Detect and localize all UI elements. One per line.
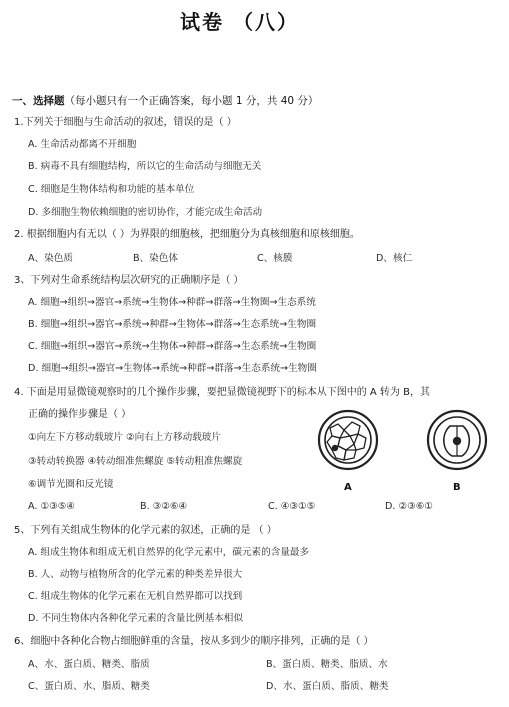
question-4-step-line-1: ①向左下方移动载玻片 ②向右上方移动载玻片 xyxy=(28,432,221,443)
question-1-option-d: D. 多细胞生物依赖细胞的密切协作，才能完成生命活动 xyxy=(28,207,263,218)
question-3-option-d: D. 细胞→组织→器官→生物体→系统→种群→群落→生态系统→生物圈 xyxy=(28,363,317,374)
question-3-stem: 3、下列对生命系统结构层次研究的正确顺序是（ ） xyxy=(14,275,244,286)
question-2-stem: 2. 根据细胞内有无以（ ）为界限的细胞核，把细胞分为真核细胞和原核细胞。 xyxy=(14,229,360,240)
field-of-view-a xyxy=(319,411,377,469)
question-5-option-d: D. 不同生物体内各种化学元素的含量比例基本相似 xyxy=(28,613,243,624)
page-title: 试卷 （八） xyxy=(180,10,299,34)
question-6-option-b: B、蛋白质、糖类、脂质、水 xyxy=(266,659,388,670)
question-2-option-b: B、染色体 xyxy=(133,253,178,264)
section-heading: 一、选择题 xyxy=(12,95,65,107)
figure-label-b: B xyxy=(453,482,461,493)
section-header xyxy=(12,96,318,107)
question-2-option-d: D、核仁 xyxy=(376,253,413,264)
question-6-stem: 6、细胞中各种化合物占细胞鲜重的含量，按从多到少的顺序排列，正确的是（ ） xyxy=(14,636,374,647)
section-note: （每小题只有一个正确答案，每小题 1 分，共 40 分） xyxy=(64,95,319,107)
question-5-option-b: B. 人、动物与植物所含的化学元素的种类差异很大 xyxy=(28,569,243,580)
question-1-stem: 1.下列关于细胞与生命活动的叙述，错误的是（ ） xyxy=(14,117,237,128)
question-6-option-d: D、水、蛋白质、脂质、糖类 xyxy=(266,681,389,692)
question-5-option-c: C. 组成生物体的化学元素在无机自然界都可以找到 xyxy=(28,591,243,602)
question-4-stem: 4. 下面是用显微镜观察时的几个操作步骤，要把显微镜视野下的标本从下图中的 A 转为 B，其 xyxy=(14,387,430,398)
question-5-option-a: A. 组成生物体和组成无机自然界的化学元素中，碳元素的含量最多 xyxy=(28,547,310,558)
figure-label-a: A xyxy=(344,482,352,493)
question-2-option-a: A、染色质 xyxy=(28,253,73,264)
question-4-step-line-3: ⑥调节光圈和反光镜 xyxy=(28,479,114,490)
question-3-option-b: B. 细胞→组织→器官→系统→种群→生物体→群落→生态系统→生物圈 xyxy=(28,319,317,330)
question-2-option-c: C、核膜 xyxy=(257,253,293,264)
question-1-option-b: B. 病毒不具有细胞结构，所以它的生命活动与细胞无关 xyxy=(28,161,262,172)
question-4-option-b: B. ③②⑥④ xyxy=(140,501,188,512)
field-of-view-b xyxy=(428,411,486,469)
question-4-option-a: A. ①③⑤④ xyxy=(28,501,75,512)
question-4-stem-continued: 正确的操作步骤是（ ） xyxy=(28,409,132,420)
question-4-step-line-2: ③转动转换器 ④转动细准焦螺旋 ⑤转动粗准焦螺旋 xyxy=(28,456,243,467)
question-3-option-a: A. 细胞→组织→器官→系统→生物体→种群→群落→生物圈→生态系统 xyxy=(28,297,316,308)
question-5-stem: 5、下列有关组成生物体的化学元素的叙述，正确的是 （ ） xyxy=(14,525,277,536)
question-6-option-c: C、蛋白质、水、脂质、糖类 xyxy=(28,681,150,692)
question-3-option-c: C. 细胞→组织→器官→系统→生物体→种群→群落→生态系统→生物圈 xyxy=(28,341,317,352)
question-1-option-a: A. 生命活动都离不开细胞 xyxy=(28,139,137,150)
microscope-field-figure xyxy=(310,408,500,498)
question-1-option-c: C. 细胞是生物体结构和功能的基本单位 xyxy=(28,184,195,195)
question-4-option-d: D. ②③⑥① xyxy=(385,501,433,512)
question-4-option-c: C. ④③①⑤ xyxy=(268,501,316,512)
question-6-option-a: A、水、蛋白质、糖类、脂质 xyxy=(28,659,150,670)
